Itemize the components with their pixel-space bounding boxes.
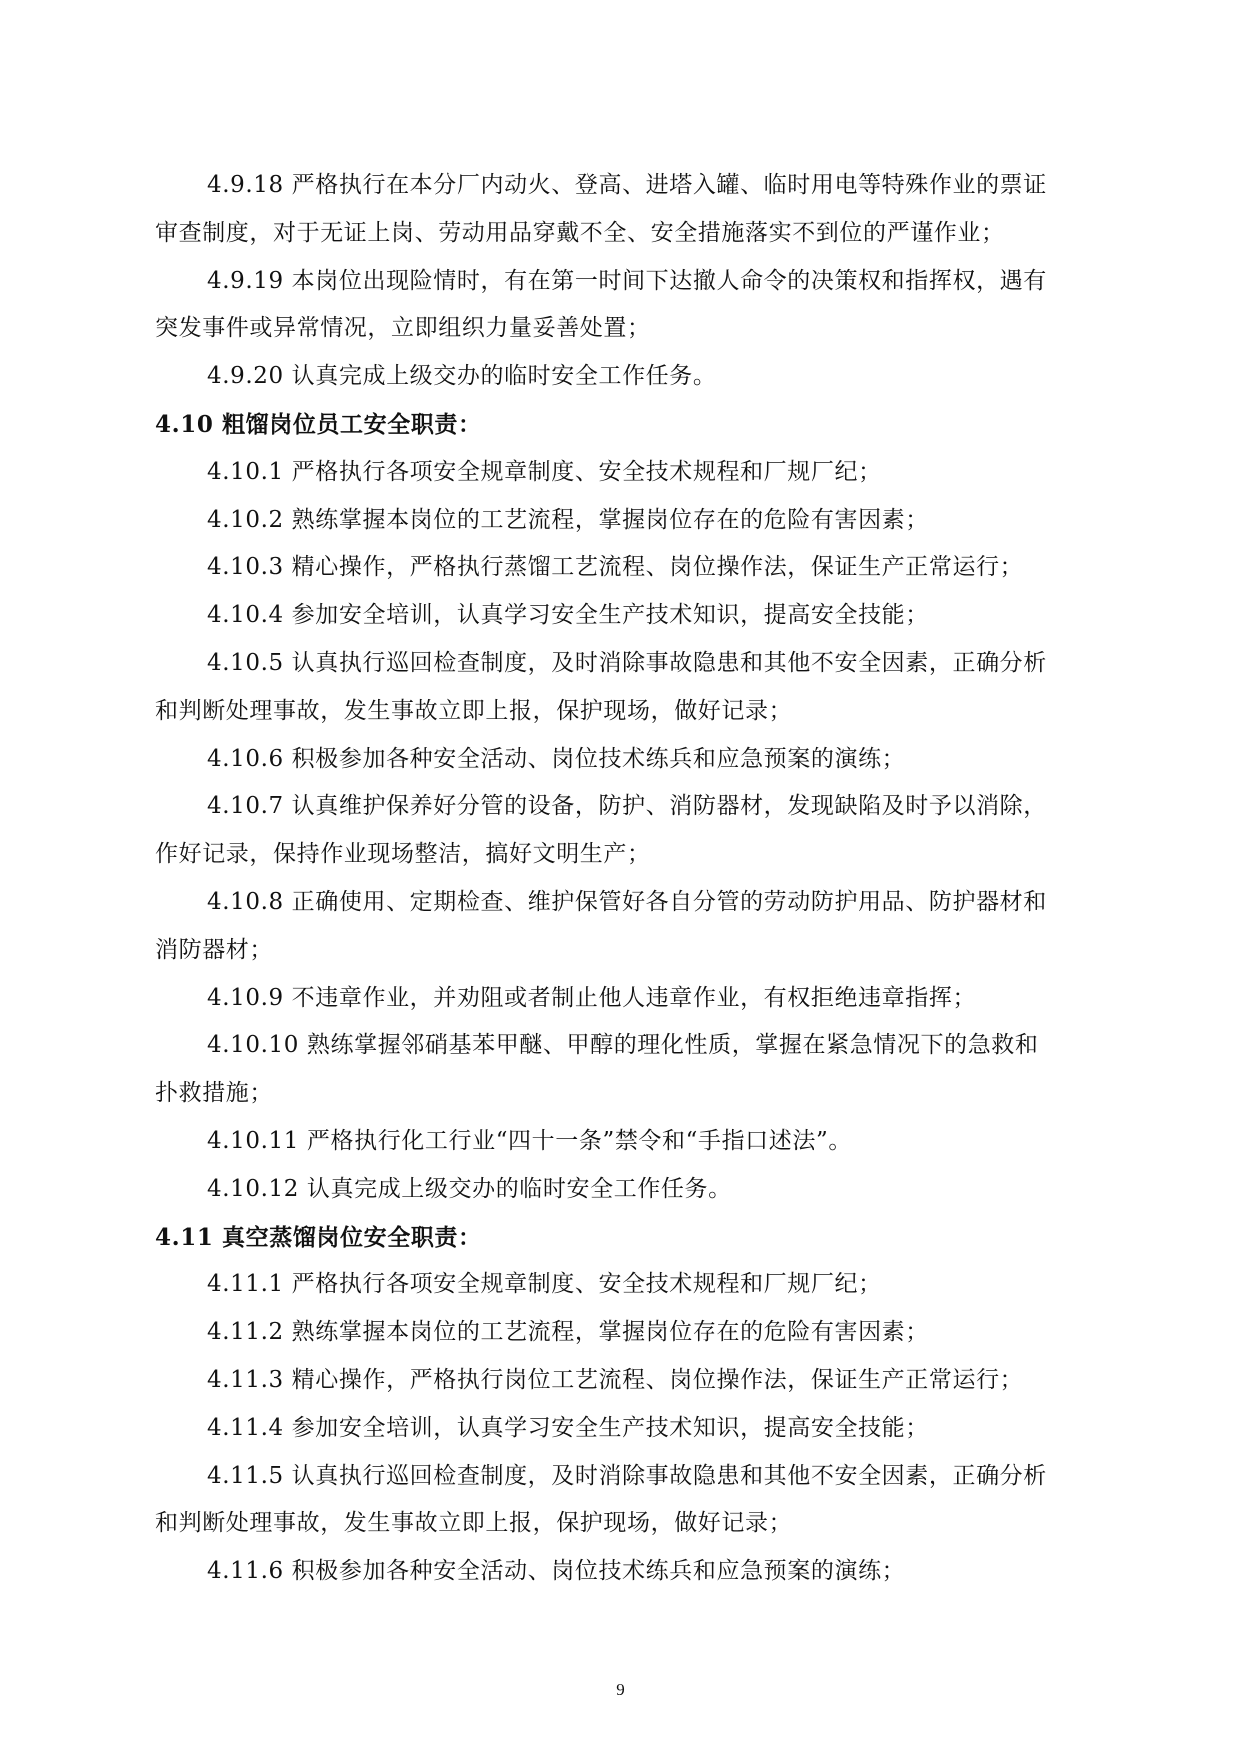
clause-4-10-11: 4.10.11 严格执行化工行业“四十一条”禁令和“手指口述法”。 bbox=[207, 1127, 852, 1154]
clause-4-11-5-line-2: 和判断处理事故，发生事故立即上报，保护现场，做好记录； bbox=[155, 1510, 793, 1537]
page-number: 9 bbox=[616, 1680, 625, 1699]
clause-4-10-1: 4.10.1 严格执行各项安全规章制度、安全技术规程和厂规厂纪； bbox=[207, 458, 882, 485]
clause-4-10-5-line-2: 和判断处理事故，发生事故立即上报，保护现场，做好记录； bbox=[155, 697, 793, 724]
clause-4-9-18-line-1: 4.9.18 严格执行在本分厂内动火、登高、进塔入罐、临时用电等特殊作业的票证 bbox=[207, 172, 1047, 198]
clause-4-10-10-line-2: 扑救措施； bbox=[155, 1080, 273, 1107]
clause-4-10-7-line-1: 4.10.7 认真维护保养好分管的设备，防护、消防器材，发现缺陷及时予以消除， bbox=[207, 793, 1047, 820]
clause-4-10-8-line-1: 4.10.8 正确使用、定期检查、维护保管好各自分管的劳动防护用品、防护器材和 bbox=[207, 888, 1047, 915]
clause-4-11-5-line-1: 4.11.5 认真执行巡回检查制度，及时消除事故隐患和其他不安全因素，正确分析 bbox=[207, 1462, 1047, 1489]
clause-4-9-18-line-2: 审查制度，对于无证上岗、劳动用品穿戴不全、安全措施落实不到位的严谨作业； bbox=[155, 219, 1005, 246]
clause-4-11-3: 4.11.3 精心操作，严格执行岗位工艺流程、岗位操作法，保证生产正常运行； bbox=[207, 1366, 1024, 1393]
document-body bbox=[155, 162, 1085, 1596]
clause-4-11-6: 4.11.6 积极参加各种安全活动、岗位技术练兵和应急预案的演练； bbox=[207, 1558, 906, 1585]
clause-4-10-7-line-2: 作好记录，保持作业现场整洁，搞好文明生产； bbox=[155, 841, 651, 868]
clause-4-10-12: 4.10.12 认真完成上级交办的临时安全工作任务。 bbox=[207, 1175, 732, 1202]
clause-4-9-19-line-2: 突发事件或异常情况，立即组织力量妥善处置； bbox=[155, 315, 651, 342]
clause-4-10-3: 4.10.3 精心操作，严格执行蒸馏工艺流程、岗位操作法，保证生产正常运行； bbox=[207, 554, 1024, 581]
clause-4-10-2: 4.10.2 熟练掌握本岗位的工艺流程，掌握岗位存在的危险有害因素； bbox=[207, 506, 929, 533]
clause-4-11-2: 4.11.2 熟练掌握本岗位的工艺流程，掌握岗位存在的危险有害因素； bbox=[207, 1319, 929, 1346]
clause-4-11-4: 4.11.4 参加安全培训，认真学习安全生产技术知识，提高安全技能； bbox=[207, 1414, 929, 1441]
section-heading-4-10: 4.10 粗馏岗位员工安全职责： bbox=[155, 410, 482, 438]
clause-4-9-19-line-1: 4.9.19 本岗位出现险情时，有在第一时间下达撤人命令的决策权和指挥权，遇有 bbox=[207, 267, 1047, 294]
clause-4-9-20: 4.9.20 认真完成上级交办的临时安全工作任务。 bbox=[207, 363, 717, 390]
clause-4-10-10-line-1: 4.10.10 熟练掌握邻硝基苯甲醚、甲醇的理化性质，掌握在紧急情况下的急救和 bbox=[207, 1032, 1039, 1059]
clause-4-10-4: 4.10.4 参加安全培训，认真学习安全生产技术知识，提高安全技能； bbox=[207, 602, 929, 629]
clause-4-10-5-line-1: 4.10.5 认真执行巡回检查制度，及时消除事故隐患和其他不安全因素，正确分析 bbox=[207, 649, 1047, 676]
clause-4-11-1: 4.11.1 严格执行各项安全规章制度、安全技术规程和厂规厂纪； bbox=[207, 1271, 882, 1298]
clause-4-10-9: 4.10.9 不违章作业，并劝阻或者制止他人违章作业，有权拒绝违章指挥； bbox=[207, 984, 977, 1011]
clause-4-10-6: 4.10.6 积极参加各种安全活动、岗位技术练兵和应急预案的演练； bbox=[207, 745, 906, 772]
section-heading-4-11: 4.11 真空蒸馏岗位安全职责： bbox=[155, 1223, 482, 1251]
clause-4-10-8-line-2: 消防器材； bbox=[155, 936, 273, 963]
